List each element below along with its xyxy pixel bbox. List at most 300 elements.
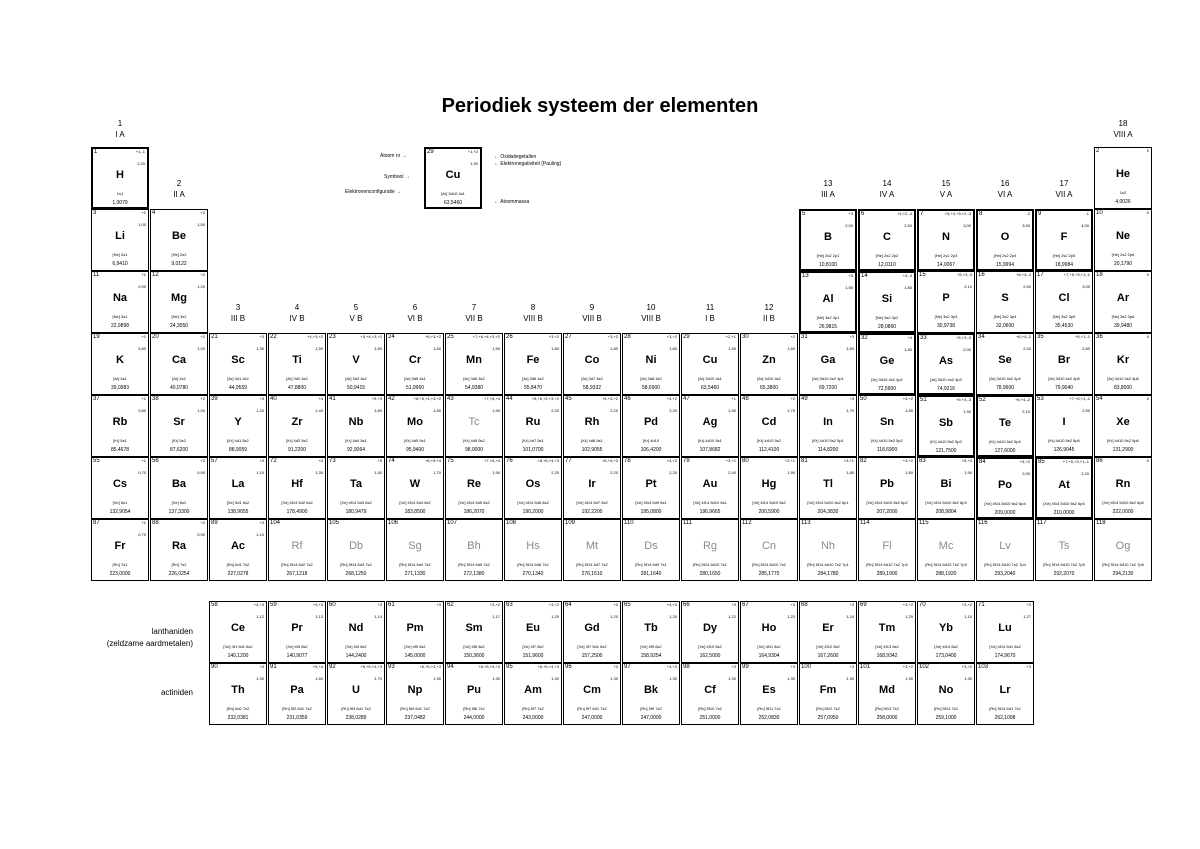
atomic-number: 95 [506,664,513,670]
element-Ra [150,519,208,581]
atomic-mass: 280,1650 [699,571,721,577]
atomic-number: 74 [388,458,395,464]
electron-configuration: [Kr] 4d5 5s1 [404,438,426,443]
atomic-number: 82 [860,458,867,464]
electron-configuration: [Rn] 5f14 6d10 7s1 [693,562,727,567]
element-symbol: At [1058,479,1070,491]
element-symbol: Ts [1058,540,1070,552]
oxidation-states: +2 [790,396,795,401]
electron-configuration: [Ar] 3d3 4s2 [345,376,367,381]
electron-configuration: [Kr] 4d10 5s2 5p4 [989,439,1021,444]
actinides-label: actiniden [160,688,193,697]
atomic-number: 50 [860,396,867,402]
electronegativity: 1,20 [551,614,559,619]
element-symbol: Re [466,478,482,490]
element-symbol: F [1060,231,1068,243]
group-roman: VIII A [1113,130,1133,139]
electron-configuration: [Xe] 4f11 6s2 [757,644,781,649]
atomic-mass: 39,0983 [110,385,130,391]
atomic-mass: 24,3050 [169,323,189,329]
atomic-mass: 281,1640 [640,571,662,577]
atomic-number: 1 [94,149,98,155]
element-symbol: Nh [820,540,836,552]
electronegativity: 2,20 [551,470,559,475]
element-symbol: I [1062,416,1066,428]
atomic-mass: 222,0000 [1112,509,1134,515]
element-symbol: Dy [702,622,718,634]
oxidation-states: 0 [1146,272,1149,277]
atomic-number: 70 [919,602,926,608]
atomic-number: 63 [506,602,513,608]
element-symbol: Ti [292,354,302,366]
element-As [917,333,975,395]
element-Re [445,457,503,519]
electron-configuration: [Xe] 4f14 5d10 6s2 6p3 [925,500,967,505]
electronegativity: 1,24 [846,614,854,619]
element-symbol: Ac [230,540,246,552]
atomic-mass: 174,9670 [994,653,1016,659]
atomic-mass: 44,9559 [228,385,248,391]
element-symbol: Sc [231,354,245,366]
electron-configuration: [He] 2s2 2p6 [1111,252,1135,257]
oxidation-states: +3 [790,602,795,607]
atomic-mass: 145,0000 [404,653,426,659]
atomic-mass: 58,6900 [641,385,661,391]
element-symbol: Pb [879,478,895,490]
element-Pd [622,395,680,457]
element-symbol: B [824,231,832,243]
oxidation-states: +4,-4 [902,273,912,278]
electron-configuration: [Xe] 4f14 5d10 6s2 [752,500,786,505]
element-Mo [386,395,444,457]
atomic-number: 88 [152,520,159,526]
electronegativity: 1,30 [728,676,736,681]
electron-configuration: [Xe] 4f14 5d2 6s2 [281,500,313,505]
atomic-mass: 63,5460 [700,385,720,391]
atomic-mass: 210,0000 [1053,510,1075,516]
electron-configuration: [Kr] 4d10 5s1 [698,438,722,443]
atomic-mass: 227,0278 [227,571,249,577]
element-symbol: Ra [171,540,187,552]
electronegativity: 1,50 [492,346,500,351]
electron-configuration: [Ne] 3s2 3p3 [934,314,958,319]
electronegativity: 1,20 [669,614,677,619]
element-Fe [504,333,562,395]
atomic-number: 16 [978,272,985,278]
element-Rh [563,395,621,457]
oxidation-states: 0 [1146,148,1149,153]
element-symbol: Rb [112,416,128,428]
oxidation-states: +3 [259,458,264,463]
electron-configuration: [Rn] 5f14 6d10 7s2 7p2 [866,562,908,567]
element-B [799,209,857,271]
electron-configuration: [Rn] 5f14 6d10 7s2 7p1 [807,562,849,567]
atomic-number: 71 [978,602,985,608]
element-Pt [622,457,680,519]
element-symbol: Po [997,479,1013,491]
element-Ne [1094,209,1152,271]
element-symbol: Ce [230,622,246,634]
group-number: 16 [1000,179,1010,188]
element-Cu [681,333,739,395]
atomic-number: 65 [624,602,631,608]
electronegativity: 1,60 [433,346,441,351]
oxidation-states: +7,+5,+3,+1,-1 [1062,459,1089,464]
oxidation-states: 0 [1146,396,1149,401]
element-Ge [858,333,916,395]
element-N [917,209,975,271]
atomic-number: 85 [1038,459,1045,465]
element-symbol: Cd [761,416,777,428]
electron-configuration: [Xe] 4f13 6s2 [875,644,899,649]
element-symbol: Ag [702,416,718,428]
electron-configuration: [Ar] 3d5 4s2 [463,376,485,381]
element-symbol: Cu [702,354,718,366]
element-Se [976,333,1034,395]
atomic-number: 55 [93,458,100,464]
electron-configuration: [Xe] 4f1 5d1 6s2 [223,644,253,649]
oxidation-states: +3 [259,396,264,401]
atomic-mass: 150,3600 [463,653,485,659]
electron-configuration: [Ar] 3d10 4s2 4p1 [812,376,844,381]
group-label-12 [740,302,798,324]
element-symbol: Rf [291,540,303,552]
oxidation-states: +4,+2 [666,396,677,401]
atomic-mass: 272,1380 [463,571,485,577]
atomic-mass: 271,1330 [404,571,426,577]
element-La [209,457,267,519]
atomic-mass: 98,0000 [464,447,484,453]
oxidation-states: +1 [731,396,736,401]
atomic-mass: 247,0000 [640,715,662,721]
atomic-mass: 101,0700 [522,447,544,453]
oxidation-states: +2,+1 [725,334,736,339]
electron-configuration: [Ar] 3d10 4s1 [698,376,722,381]
oxidation-states: -2 [1026,211,1030,216]
atomic-number: 112 [742,520,752,526]
element-symbol: Db [348,540,364,552]
oxidation-states: +3 [848,211,853,216]
element-symbol: Te [998,417,1012,429]
atomic-mass: 30,9738 [936,323,956,329]
oxidation-states: +4 [259,664,264,669]
group-label-15 [917,178,975,200]
oxidation-states: +7,+5,+3,+1,-1 [1063,272,1090,277]
electron-configuration: [Rn] 5f14 6d9 7s1 [635,562,667,567]
element-Cm [563,663,621,725]
electron-configuration: [Rn] 5f10 7s2 [698,706,722,711]
group-label-2 [150,178,208,200]
atomic-mass: 237,0482 [404,715,426,721]
element-symbol: Os [525,478,541,490]
atomic-number: 17 [1037,272,1044,278]
element-symbol: Pr [291,622,303,634]
atomic-number: 62 [447,602,454,608]
atomic-number: 22 [270,334,277,340]
oxidation-states: +3 [848,273,853,278]
electronegativity: 4,00 [1081,223,1089,228]
electron-configuration: [Xe] 4f7 5d1 6s2 [577,644,607,649]
electronegativity: 2,50 [1023,284,1031,289]
atomic-mass: 251,0000 [699,715,721,721]
atomic-number: 33 [920,335,927,341]
atomic-number: 94 [447,664,454,670]
atomic-number: 35 [1037,334,1044,340]
electron-configuration: [He] 2s2 [171,252,187,257]
element-Np [386,663,444,725]
atomic-mass: 107,8682 [699,447,721,453]
electronegativity: 1,12 [256,614,264,619]
atomic-mass: 55,8470 [523,385,543,391]
atomic-number: 106 [388,520,399,526]
atomic-mass: 167,2600 [817,653,839,659]
atomic-mass: 223,0000 [109,571,131,577]
electron-configuration: [Rn] 5f9 7s2 [640,706,662,711]
element-symbol: Fl [882,540,892,552]
atomic-mass: 131,2900 [1112,447,1134,453]
element-Pa [268,663,326,725]
group-number: 10 [646,303,656,312]
element-symbol: Ne [1115,230,1131,242]
lanthanides-sublabel: (zeldzame aardmetalen) [106,639,193,648]
atomic-number: 75 [447,458,454,464]
atomic-mass: 106,4200 [640,447,662,453]
element-symbol: In [823,416,833,428]
element-Tm [858,601,916,663]
group-number: 13 [823,179,833,188]
atomic-number: 44 [506,396,513,402]
oxidation-states: +3 [1026,602,1031,607]
element-Es [740,663,798,725]
atomic-mass: 195,0800 [640,509,662,515]
electronegativity: 1,22 [728,614,736,619]
element-symbol: Kr [1116,354,1130,366]
atomic-number: 42 [388,396,395,402]
element-symbol: Th [231,684,245,696]
element-Sc [209,333,267,395]
atomic-number: 105 [329,520,340,526]
atomic-mass: 74,9216 [936,386,956,392]
electron-configuration: [Kr] 4d7 5s1 [522,438,544,443]
oxidation-states: +3 [731,664,736,669]
atomic-mass: 1,0079 [112,200,128,206]
atomic-mass: 140,9077 [286,653,308,659]
atomic-mass: 91,2200 [287,447,307,453]
atomic-number: 31 [801,334,808,340]
element-symbol: Md [879,684,895,696]
electron-configuration: [Kr] 4d5 5s2 [463,438,485,443]
element-symbol: Ta [349,478,363,490]
element-symbol: S [1001,292,1009,304]
element-Rf [268,519,326,581]
electronegativity: 1,70 [787,408,795,413]
element-Zn [740,333,798,395]
oxidation-states: +3 [613,664,618,669]
element-Ga [799,333,857,395]
electron-configuration: [Ar] 3d10 4s2 [757,376,781,381]
atomic-mass: 50,9415 [346,385,366,391]
element-Nh [799,519,857,581]
oxidation-states: +3 [377,602,382,607]
atomic-number: 23 [329,334,336,340]
oxidation-states: +6,+3,+2 [425,334,441,339]
electron-configuration: [Kr] 4d10 5s2 [757,438,781,443]
element-Ir [563,457,621,519]
element-symbol: Cl [1058,292,1070,304]
electronegativity: 1,80 [904,285,912,290]
element-symbol: As [938,355,954,367]
oxidation-states: +3,+1 [725,458,736,463]
atomic-number: 34 [978,334,985,340]
atomic-mass: 257,0950 [817,715,839,721]
oxidation-states: 0 [1146,458,1149,463]
element-symbol: Eu [525,622,541,634]
element-Mc [917,519,975,581]
electronegativity: 1,80 [904,347,912,352]
element-Lu [976,601,1034,663]
atomic-mass: 252,0830 [758,715,780,721]
atomic-number: 45 [565,396,572,402]
atomic-mass: 289,1900 [876,571,898,577]
oxidation-states: +5,+3 [961,458,972,463]
oxidation-states: +3 [849,664,854,669]
atomic-number: 69 [860,602,867,608]
electronegativity: 2,80 [1082,346,1090,351]
oxidation-states: +4,+2 [902,396,913,401]
electronegativity: 2,20 [551,408,559,413]
atomic-mass: 204,3830 [817,509,839,515]
element-Os [504,457,562,519]
atomic-number: 96 [565,664,572,670]
electron-configuration: [Kr] 4d8 5s1 [581,438,603,443]
element-symbol: Tb [644,622,658,634]
element-symbol: Pm [406,622,424,634]
atomic-number: 117 [1037,520,1047,526]
group-number: 14 [882,179,892,188]
electron-configuration: [Xe] 4f14 5d10 6s2 6p6 [1102,500,1144,505]
element-symbol: Ds [644,540,658,552]
oxidation-states: +2,+1 [784,458,795,463]
electron-configuration: [Ne] 3s2 3p4 [993,314,1017,319]
atomic-number: 100 [801,664,812,670]
electron-configuration: [Rn] 5f13 7s2 [875,706,899,711]
oxidation-states: +5,+4 [312,664,323,669]
oxidation-states: +7,+5,+1,-1 [1069,396,1090,401]
element-symbol: Er [822,622,834,634]
atomic-number: 12 [152,272,159,278]
electron-configuration: [Rn] 5f14 7s2 [934,706,958,711]
electronegativity: 0,90 [197,532,205,537]
electronegativity: 0,90 [197,470,205,475]
group-number: 9 [589,303,595,312]
element-Ac [209,519,267,581]
element-symbol: Ni [645,354,657,366]
element-symbol: Rh [584,416,600,428]
electron-configuration: [Kr] 4d10 5s2 5p3 [930,439,962,444]
atomic-number: 107 [447,520,458,526]
electron-configuration: [Xe] 4f14 5d5 6s2 [458,500,490,505]
group-roman: VI A [997,190,1013,199]
atomic-number: 54 [1096,396,1103,402]
electron-configuration: [Xe] 4f14 5d7 6s2 [576,500,608,505]
element-symbol: Nd [348,622,364,634]
electronegativity: 1,30 [787,676,795,681]
atomic-number: 90 [211,664,218,670]
oxidation-states: +3 [790,664,795,669]
element-Na [91,271,149,333]
atomic-mass: 58,9332 [582,385,602,391]
oxidation-states: +1,-1 [135,149,145,154]
atomic-mass: 190,2000 [522,509,544,515]
atomic-number: 8 [979,211,983,217]
electron-configuration: [Ne] 3s2 3p2 [875,315,899,320]
atomic-mass: 293,2040 [994,571,1016,577]
electron-configuration: [Xe] 4f14 5d10 6s2 6p5 [1043,501,1085,506]
element-No [917,663,975,725]
atomic-mass: 244,0000 [463,715,485,721]
electron-configuration: [Ar] 3d2 4s2 [286,376,308,381]
element-He [1094,147,1152,209]
element-symbol: U [352,684,360,696]
element-symbol: Nb [348,416,364,428]
atomic-number: 6 [861,211,865,217]
legend-symbol: Cu [445,169,461,181]
oxidation-states: +5,+3,-3 [956,397,971,402]
atomic-number: 81 [801,458,808,464]
group-label-10 [622,302,680,324]
group-label-7 [445,302,503,324]
atomic-number: 46 [624,396,631,402]
atomic-mass: 78,9600 [995,385,1015,391]
element-Br [1035,333,1093,395]
atomic-mass: 276,1510 [581,571,603,577]
atomic-number: 99 [742,664,749,670]
oxidation-states: +7,+6,+4 [484,396,500,401]
element-symbol: K [116,354,124,366]
oxidation-states: +3 [1026,664,1031,669]
group-roman: VIII B [523,314,543,323]
element-Hg [740,457,798,519]
oxidation-states: +5,+3,-3 [957,272,972,277]
oxidation-states: 0 [1146,334,1149,339]
atomic-mass: 243,0000 [522,715,544,721]
atomic-mass: 192,2200 [581,509,603,515]
electronegativity: 1,14 [374,614,382,619]
electron-configuration: [Kr] 4d10 5s2 5p6 [1107,438,1139,443]
group-roman: IV B [289,314,305,323]
electron-configuration: [Rn] 5f2 6d1 7s2 [282,706,312,711]
atomic-mass: 292,2070 [1053,571,1075,577]
oxidation-states: +5 [377,458,382,463]
electronegativity: 3,00 [963,223,971,228]
electron-configuration: [Kr] 5s1 [113,438,127,443]
atomic-number: 80 [742,458,749,464]
electron-configuration: [He] 2s1 [112,252,128,257]
element-symbol: Pt [645,478,657,490]
electron-configuration: [Ne] 3s2 [171,314,187,319]
element-Yb [917,601,975,663]
element-S [976,271,1034,333]
element-symbol: Sb [938,417,954,429]
element-Rn [1094,457,1152,519]
group-roman: I A [115,130,125,139]
element-Ca [150,333,208,395]
atomic-number: 89 [211,520,218,526]
electronegativity: 0,90 [138,284,146,289]
atomic-number: 36 [1096,334,1103,340]
atomic-mass: 288,1920 [935,571,957,577]
electron-configuration: [Rn] 5f12 7s2 [816,706,840,711]
